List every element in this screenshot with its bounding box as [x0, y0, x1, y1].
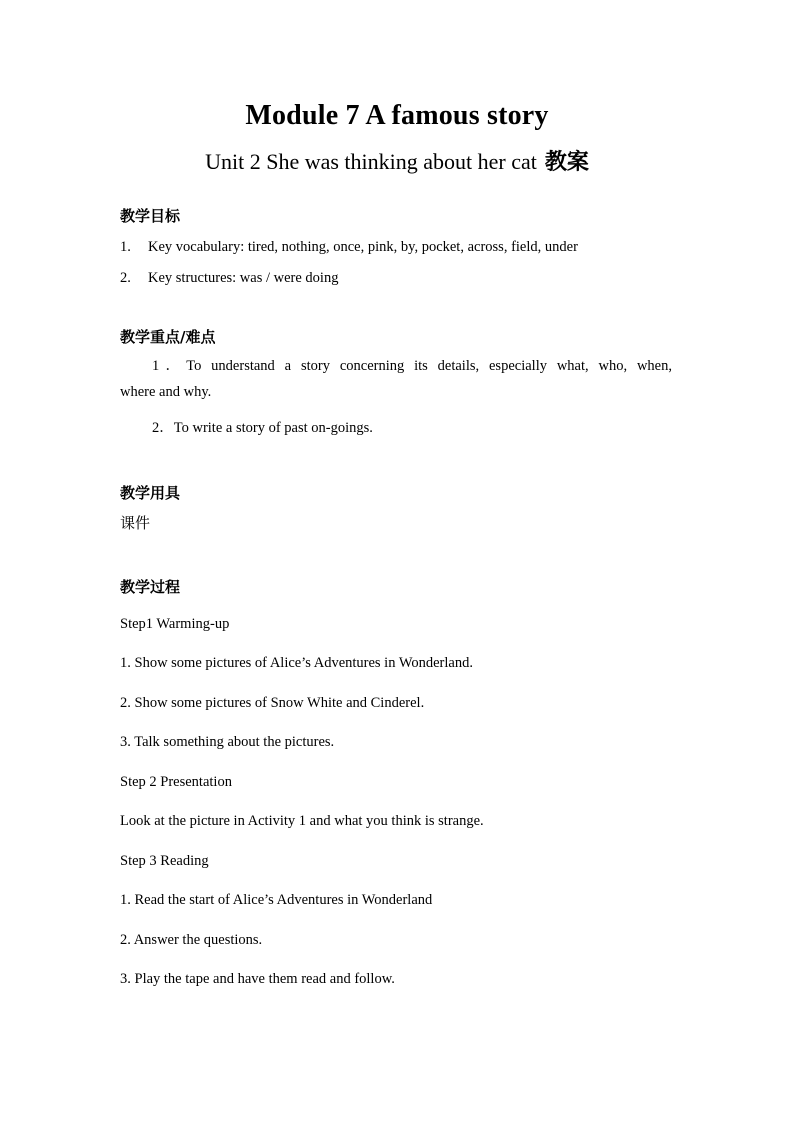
process-line: Step 3 Reading — [120, 853, 209, 869]
subtitle-text: Unit 2 She was thinking about her cat — [205, 149, 537, 174]
process-line: 3. Talk something about the pictures. — [120, 734, 335, 750]
objective-text: Key vocabulary: tired, nothing, once, pink, by, pocket, across, field, under — [148, 239, 578, 255]
key-points-heading: 教学重点/难点 — [120, 328, 216, 346]
document-title: Module 7 A famous story — [245, 100, 549, 131]
objective-text: Key structures: was / were doing — [148, 270, 339, 286]
objective-number: 2. — [120, 270, 131, 286]
objectives-heading: 教学目标 — [120, 207, 181, 225]
process-line: 3. Play the tape and have them read and follow. — [120, 971, 395, 987]
objective-number: 1. — [120, 239, 131, 255]
process-line: Step 2 Presentation — [120, 774, 232, 790]
process-heading: 教学过程 — [120, 578, 181, 596]
key-point-1-line-1: 1．To understand a story concerning its details, especially what, who, when, — [152, 358, 672, 374]
key-point-1-line-2: where and why. — [120, 384, 212, 400]
materials-text: 课件 — [120, 514, 151, 532]
subtitle-suffix: 教案 — [544, 150, 589, 175]
process-line: Look at the picture in Activity 1 and what you think is strange. — [120, 813, 484, 829]
process-line: Step1 Warming-up — [120, 616, 230, 632]
process-line: 2. Show some pictures of Snow White and Cinderel. — [120, 695, 425, 711]
key-point-2: 2．To write a story of past on-goings. — [152, 420, 373, 436]
process-line: 1. Read the start of Alice’s Adventures in Wonderland — [120, 892, 433, 908]
objective-item — [120, 270, 338, 287]
objective-item — [120, 239, 578, 256]
materials-heading: 教学用具 — [120, 484, 181, 502]
process-line: 2. Answer the questions. — [120, 932, 263, 948]
document-subtitle — [0, 145, 794, 176]
process-line: 1. Show some pictures of Alice’s Adventures in Wonderland. — [120, 655, 473, 671]
